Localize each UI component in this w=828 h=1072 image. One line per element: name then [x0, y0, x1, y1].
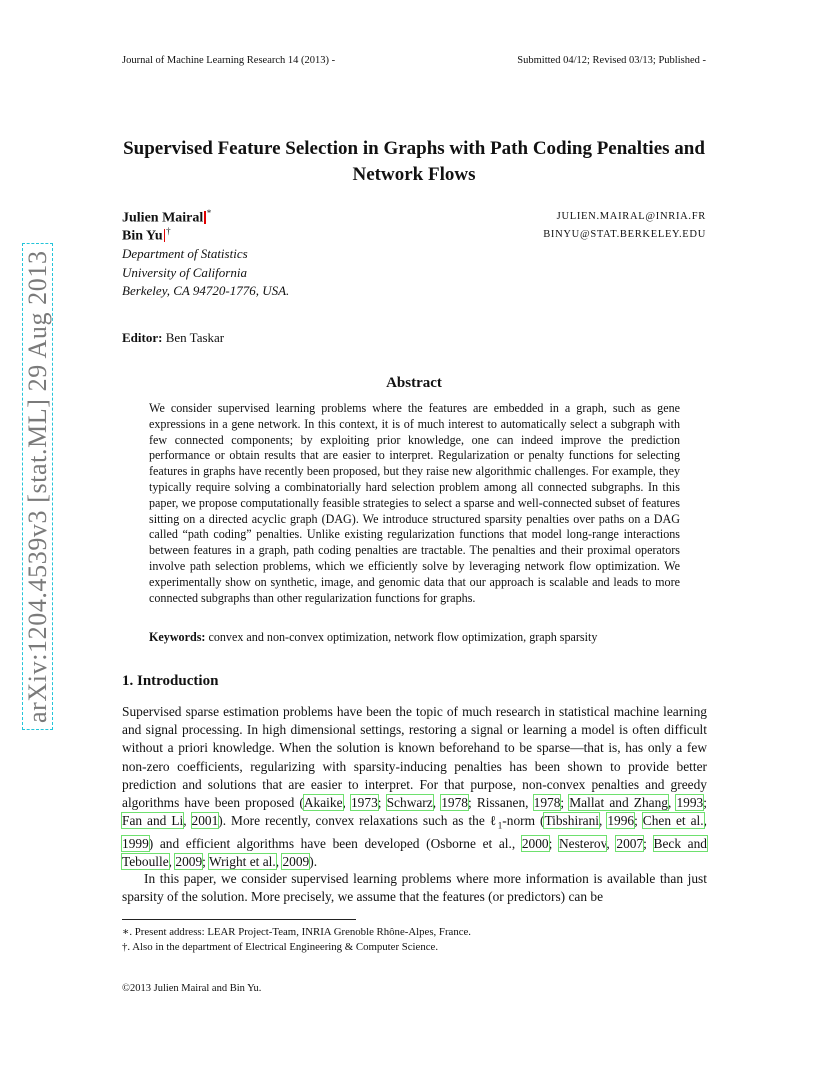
citation-link[interactable]: 2000 — [521, 836, 549, 852]
footnote-mark: ∗. — [122, 926, 133, 938]
citation-link[interactable]: 2009 — [175, 854, 203, 870]
arxiv-identifier-link[interactable]: arXiv:1204.4539v3 [stat.ML] 29 Aug 2013 — [22, 243, 53, 730]
citation-link[interactable]: Nesterov — [558, 836, 607, 852]
citation-link[interactable]: 2001 — [191, 813, 219, 829]
keywords-text: convex and non-convex optimization, network flow optimization, graph sparsity — [208, 630, 598, 644]
intro-text: ). More recently, convex relaxations such as the ℓ — [218, 813, 498, 829]
footnote-text: Also in the department of Electrical Engineering & Computer Science. — [132, 941, 439, 953]
citation-link[interactable]: 1978 — [533, 795, 561, 811]
running-head-submission: Submitted 04/12; Revised 03/13; Published - — [517, 55, 706, 66]
author-2-footnote-mark[interactable]: † — [166, 226, 171, 236]
footnote-2 — [122, 940, 438, 954]
author-2 — [122, 226, 171, 245]
citation-link[interactable]: Wright et al. — [208, 854, 276, 870]
footnote-1 — [122, 925, 471, 939]
section-title: Introduction — [137, 673, 219, 689]
editor-line — [122, 330, 224, 346]
editor-label: Editor: — [122, 330, 163, 345]
citation-link[interactable]: Akaike — [303, 795, 343, 811]
citation-link[interactable]: 1993 — [676, 795, 704, 811]
affiliation-line: Department of Statistics — [122, 246, 248, 261]
affiliation-line: Berkeley, CA 94720-1776, USA. — [122, 283, 290, 298]
citation-link[interactable]: 1973 — [350, 795, 378, 811]
ell-subscript: 1 — [497, 820, 503, 831]
section-heading — [122, 673, 218, 690]
citation-link[interactable]: 1978 — [441, 795, 468, 811]
author-2-email: BINYU@STAT.BERKELEY.EDU — [543, 229, 706, 240]
author-1-name: Julien Mairal — [122, 210, 204, 226]
intro-paragraph-2: In this paper, we consider supervised learning problems where more information is available than just sparsity of the solution. More precisely, we assume that the features (or predictors) can be — [122, 871, 707, 905]
citation-link[interactable]: Beck and Teboulle — [122, 836, 707, 870]
citation-text: Osborne et al. — [430, 836, 512, 852]
abstract-text: We consider supervised learning problems where the features are embedded in a graph, such as gene expressions in a gene network. In this context, it is of much interest to automatically select a subgraph with few connected components; by exploiting prior knowledge, one can indeed improve the prediction performance or obtain results that are easier to interpret. Regularization or penalty functions for selecting features in graphs have recently been proposed, but they raise new algorithmic challenges. For example, they typically require solving a combinatorially hard selection problem among all connected subgraphs. In this paper, we propose computationally feasible strategies to select a sparse and well-connected subset of features sitting on a directed acyclic graph (DAG). We introduce structured sparsity penalties over paths on a DAG called “path coding” penalties. Unlike existing regularization functions that model long-range interactions between features in a graph, path coding penalties are tractable. The penalties and their proximal operators involve path selection problems, which we efficiently solve by leveraging network flow optimization. We experimentally show on synthetic, image, and genomic data that our approach is scalable and leads to more connected subgraphs than other regularization functions for graphs. — [149, 401, 680, 605]
citation-link[interactable]: 1999 — [122, 836, 149, 852]
copyright-notice: ©2013 Julien Mairal and Bin Yu. — [122, 983, 262, 994]
citation-link[interactable]: Chen et al. — [642, 813, 704, 829]
intro-text: -norm ( — [502, 813, 545, 829]
affiliation — [122, 245, 289, 301]
section-number: 1. — [122, 673, 134, 689]
affiliation-line: University of California — [122, 264, 247, 280]
citation-link[interactable]: Fan and Li — [122, 813, 184, 829]
intro-text: ). — [309, 854, 318, 870]
author-1-email: JULIEN.MAIRAL@INRIA.FR — [556, 211, 706, 222]
keywords — [149, 630, 709, 645]
paper-title: Supervised Feature Selection in Graphs with Path Coding Penalties and Network Flows — [123, 138, 705, 185]
author-1 — [122, 208, 211, 227]
citation-text: Rissanen — [476, 795, 526, 811]
citation-link[interactable]: 2007 — [616, 836, 644, 852]
citation-link[interactable]: 2009 — [282, 854, 310, 870]
intro-text: Supervised sparse estimation problems have been the topic of much research in statistical machine learning and signal processing. In high dimensional settings, restoring a signal or learning a model is often difficult without a priori knowledge. When the solution is known beforehand to be sparse—that is, has only a few non-zero coefficients, regularizing with sparsity-inducing penalties has been shown to provide better prediction and solutions that are easier to interpret. For that purpose, non-convex penalties and greedy algorithms have been proposed ( — [122, 704, 707, 811]
keywords-label: Keywords: — [149, 630, 206, 644]
citation-link[interactable]: Tibshirani — [544, 813, 600, 829]
intro-paragraph-1: Supervised sparse estimation problems have been the topic of much research in statistical machine learning and signal processing. In high dimensional settings, restoring a signal or learning a model is often difficult without a priori knowledge. When the solution is known beforehand to be sparse—that is, has only a few non-zero coefficients, regularizing with sparsity-inducing penalties has been shown to provide better prediction and solutions that are easier to interpret. For that purpose, non-convex penalties and greedy algorithms have been proposed (Akaike, 1973; Schwarz, 1978; Rissanen, 1978; Mallat and Zhang, 1993; Fan and Li, 2001). More recently, convex relaxations such as the ℓ$_1$-norm (Tibshirani, 1996; Chen et al., 1999) and efficient algorithms have been developed (Osborne et al., 2000; Nesterov, 2007; Beck and Teboulle, 2009; Wright et al., 2009). — [122, 704, 707, 870]
footnote-mark: †. — [122, 941, 131, 953]
footnote-text: Present address: LEAR Project-Team, INRIA Grenoble Rhône-Alpes, France. — [134, 926, 472, 938]
intro-text: ) and efficient algorithms have been developed ( — [148, 836, 431, 852]
author-1-footnote-mark[interactable]: * — [206, 208, 212, 218]
abstract-heading: Abstract — [386, 375, 442, 391]
citation-link[interactable]: 1996 — [607, 813, 635, 829]
footnote-link-marker[interactable] — [204, 211, 206, 224]
citation-link[interactable]: Mallat and Zhang — [569, 795, 668, 811]
citation-link[interactable]: Schwarz — [386, 795, 433, 811]
author-2-name: Bin Yu — [122, 228, 163, 244]
footnote-divider — [122, 919, 356, 920]
running-head-journal: Journal of Machine Learning Research 14 (2013) - — [122, 55, 336, 66]
editor-name: Ben Taskar — [165, 330, 225, 345]
footnote-link-marker[interactable] — [164, 229, 166, 242]
